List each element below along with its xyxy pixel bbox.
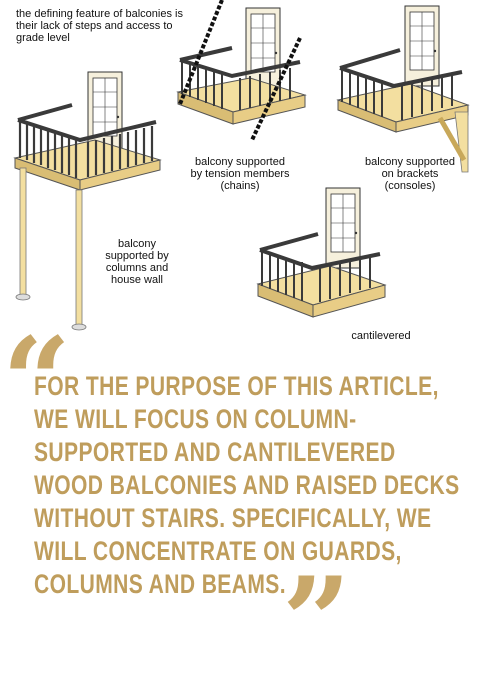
pull-quote: [0, 311, 487, 692]
bracket-supported-balcony: [338, 6, 468, 172]
caption-intro: the defining feature of balconies is their lack of steps and access to grade level: [16, 8, 183, 44]
pull-quote-text: FOR THE PURPOSE OF THIS ARTICLE, WE WILL FOCUS ON COLUMN-SUPPORTED AND CANTILEVERED WOOD BALCONIES AND RAISED DECKS WITHOUT STAIRS. SPECIFICALLY, WE WILL CONCENTRATE ON GUARDS, COLUMNS AND BEAMS.: [34, 371, 460, 599]
caption-cantilevered: cantilevered: [351, 330, 411, 342]
open-quote-mark: “: [2, 311, 72, 452]
column-supported-balcony: [15, 72, 160, 330]
caption-brackets: balcony supported on brackets (consoles): [365, 156, 455, 192]
close-quote-mark: ”: [282, 551, 352, 692]
cantilevered-balcony: [258, 188, 385, 317]
caption-columns: balcony supported by columns and house wall: [105, 238, 169, 286]
caption-chains: balcony supported by tension members (chains): [190, 156, 290, 192]
